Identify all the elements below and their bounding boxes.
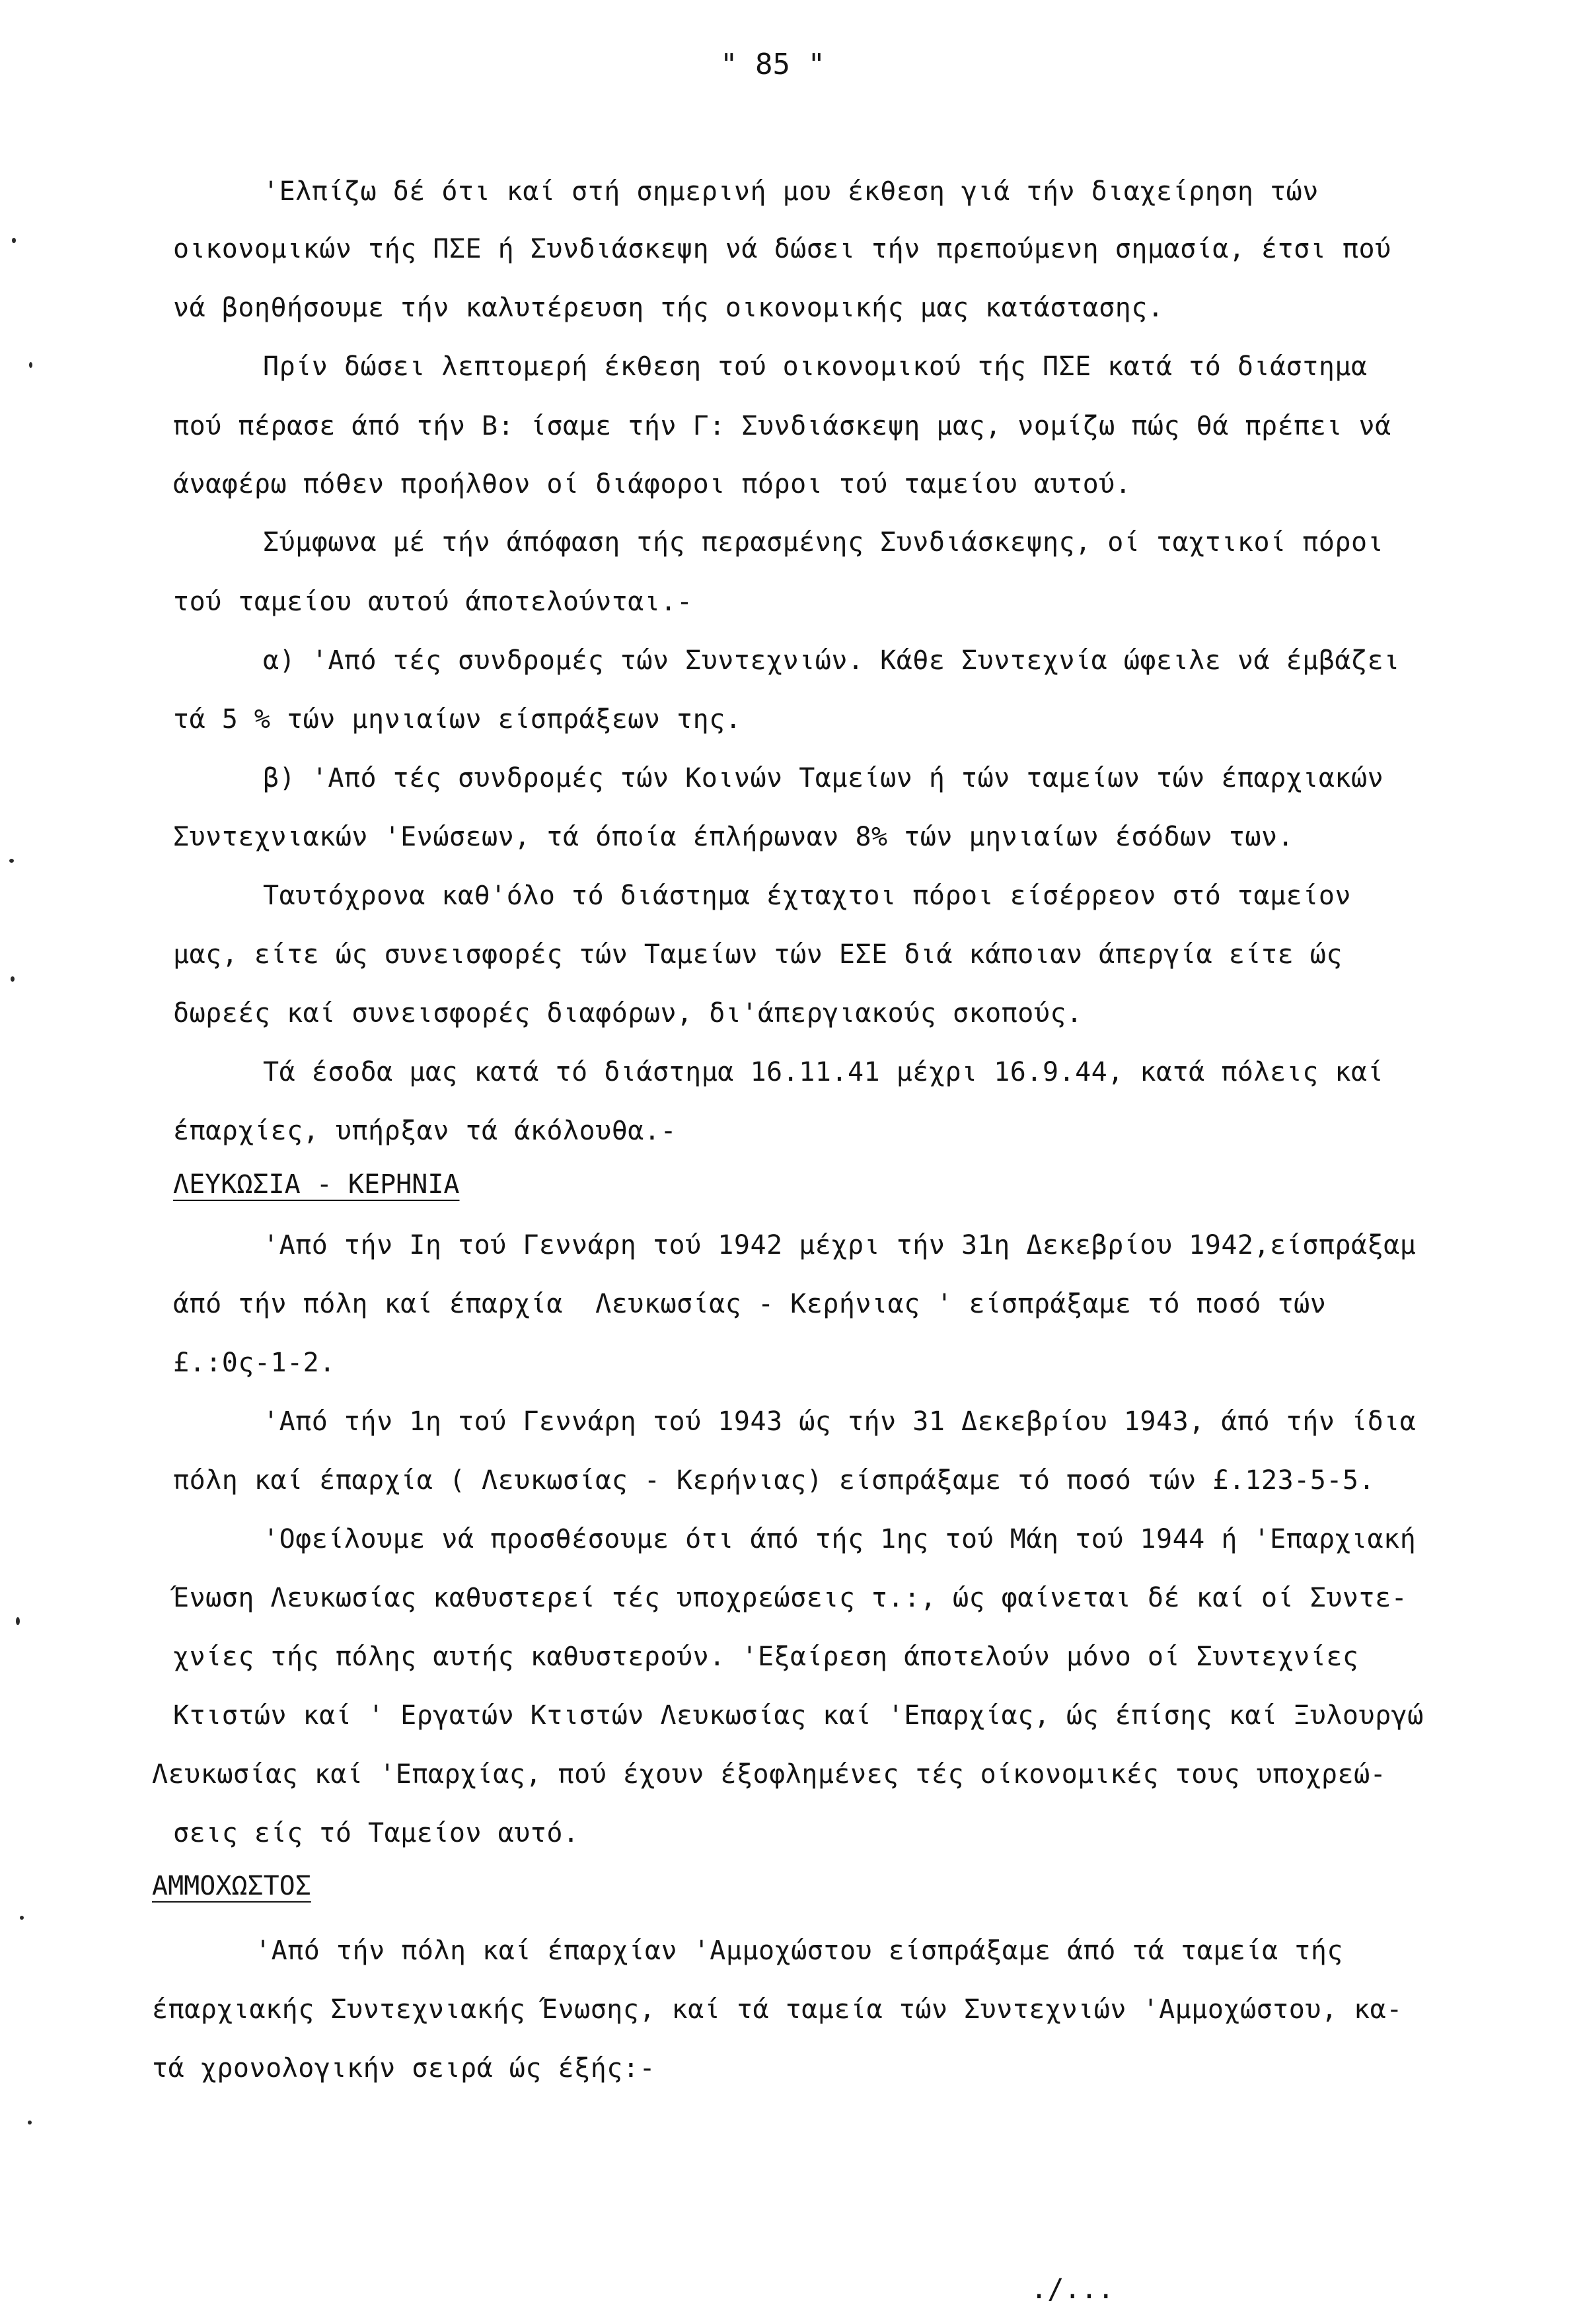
text-line: 'Οφείλουμε νά προσθέσουμε ότι άπό τής 1ης τού Μάη τού 1944 ή 'Επαρχιακή xyxy=(263,1524,1417,1554)
text-line: τού ταμείου αυτού άποτελούνται.- xyxy=(173,587,693,617)
text-line: Ταυτόχρονα καθ'όλο τό διάστημα έχταχτοι πόροι είσέρρεον στό ταμείον xyxy=(263,881,1351,911)
page-number: " 85 " xyxy=(720,48,825,81)
text-line: τά χρονολογικήν σειρά ώς έξής:- xyxy=(152,2053,656,2084)
scan-speck xyxy=(9,859,14,863)
text-line: 'Ελπίζω δέ ότι καί στή σημερινή μου έκθεση γιά τήν διαχείρηση τών xyxy=(263,176,1319,207)
text-line: δωρεές καί συνεισφορές διαφόρων, δι'άπεργιακούς σκοπούς. xyxy=(173,998,1083,1029)
text-line: οικονομικών τής ΠΣΕ ή Συνδιάσκεψη νά δώσει τήν πρεπούμενη σημασία, έτσι πού xyxy=(173,234,1391,264)
text-line: β) 'Από τές συνδρομές τών Κοινών Ταμείων ή τών ταμείων τών έπαρχιακών xyxy=(263,763,1384,793)
text-line: τά 5 % τών μηνιαίων είσπράξεων της. xyxy=(173,704,742,735)
text-line: μας, είτε ώς συνεισφορές τών Ταμείων τών ΕΣΕ διά κάποιαν άπεργία είτε ώς xyxy=(173,939,1343,970)
text-line: Λευκωσίας καί 'Επαρχίας, πού έχουν έξοφλημένες τές οίκονομικές τους υποχρεώ- xyxy=(152,1759,1387,1790)
text-line: έπαρχιακής Συντεχνιακής Ένωσης, καί τά ταμεία τών Συντεχνιών 'Αμμοχώστου, κα- xyxy=(152,1994,1403,2025)
text-line: Συντεχνιακών 'Ενώσεων, τά όποία έπλήρωναν 8% τών μηνιαίων έσόδων των. xyxy=(173,822,1294,852)
text-line: έπαρχίες, υπήρξαν τά άκόλουθα.- xyxy=(173,1116,677,1146)
scan-speck xyxy=(12,238,16,243)
text-line: άναφέρω πόθεν προήλθον οί διάφοροι πόροι τού ταμείου αυτού. xyxy=(173,469,1132,499)
text-line: £.:0ς-1-2. xyxy=(173,1348,336,1378)
text-line: Κτιστών καί ' Εργατών Κτιστών Λευκωσίας καί 'Επαρχίας, ώς έπίσης καί Ξυλουργώ xyxy=(173,1700,1424,1731)
text-line: 'Από τήν 1η τού Γεννάρη τού 1943 ώς τήν 31 Δεκεβρίου 1943, άπό τήν ίδια xyxy=(263,1406,1417,1437)
section-heading-famagusta: ΑΜΜΟΧΩΣΤΟΣ xyxy=(152,1871,311,1901)
text-line: Ένωση Λευκωσίας καθυστερεί τές υποχρεώσεις τ.:, ώς φαίνεται δέ καί οί Συντε- xyxy=(173,1583,1408,1613)
text-line: άπό τήν πόλη καί έπαρχία Λευκωσίας - Κερήνιας ' είσπράξαμε τό ποσό τών xyxy=(173,1289,1327,1319)
text-line: πόλη καί έπαρχία ( Λευκωσίας - Κερήνιας) είσπράξαμε τό ποσό τών £.123-5-5. xyxy=(173,1465,1376,1496)
text-line: πού πέρασε άπό τήν Β: ίσαμε τήν Γ: Συνδιάσκεψη μας, νομίζω πώς θά πρέπει νά xyxy=(173,411,1391,441)
section-heading-nicosia-kyrenia: ΛΕΥΚΩΣΙΑ - ΚΕΡΗΝΙΑ xyxy=(173,1169,460,1200)
continuation-mark: ./... xyxy=(1031,2272,1115,2305)
text-line: 'Από τήν πόλη καί έπαρχίαν 'Αμμοχώστου είσπράξαμε άπό τά ταμεία τής xyxy=(255,1936,1343,1966)
text-line: χνίες τής πόλης αυτής καθυστερούν. 'Εξαίρεση άποτελούν μόνο οί Συντεχνίες xyxy=(173,1642,1359,1672)
text-line: νά βοηθήσουμε τήν καλυτέρευση τής οικονομικής μας κατάστασης. xyxy=(173,293,1164,323)
text-line: 'Από τήν Ιη τού Γεννάρη τού 1942 μέχρι τήν 31η Δεκεβρίου 1942,είσπράξαμ xyxy=(263,1230,1417,1260)
text-line: Τά έσοδα μας κατά τό διάστημα 16.11.41 μέχρι 16.9.44, κατά πόλεις καί xyxy=(263,1057,1384,1087)
scan-speck xyxy=(11,976,15,982)
scan-speck xyxy=(16,1617,20,1625)
text-line: Πρίν δώσει λεπτομερή έκθεση τού οικονομικού τής ΠΣΕ κατά τό διάστημα xyxy=(263,351,1368,382)
scan-speck xyxy=(29,362,32,368)
text-line: Σύμφωνα μέ τήν άπόφαση τής περασμένης Συνδιάσκεψης, οί ταχτικοί πόροι xyxy=(263,527,1384,558)
text-line: α) 'Από τές συνδρομές τών Συντεχνιών. Κάθε Συντεχνία ώφειλε νά έμβάζει xyxy=(263,645,1400,676)
scan-speck xyxy=(20,1916,24,1920)
scan-speck xyxy=(28,2121,32,2124)
text-line: σεις είς τό Ταμείον αυτό. xyxy=(173,1818,579,1848)
